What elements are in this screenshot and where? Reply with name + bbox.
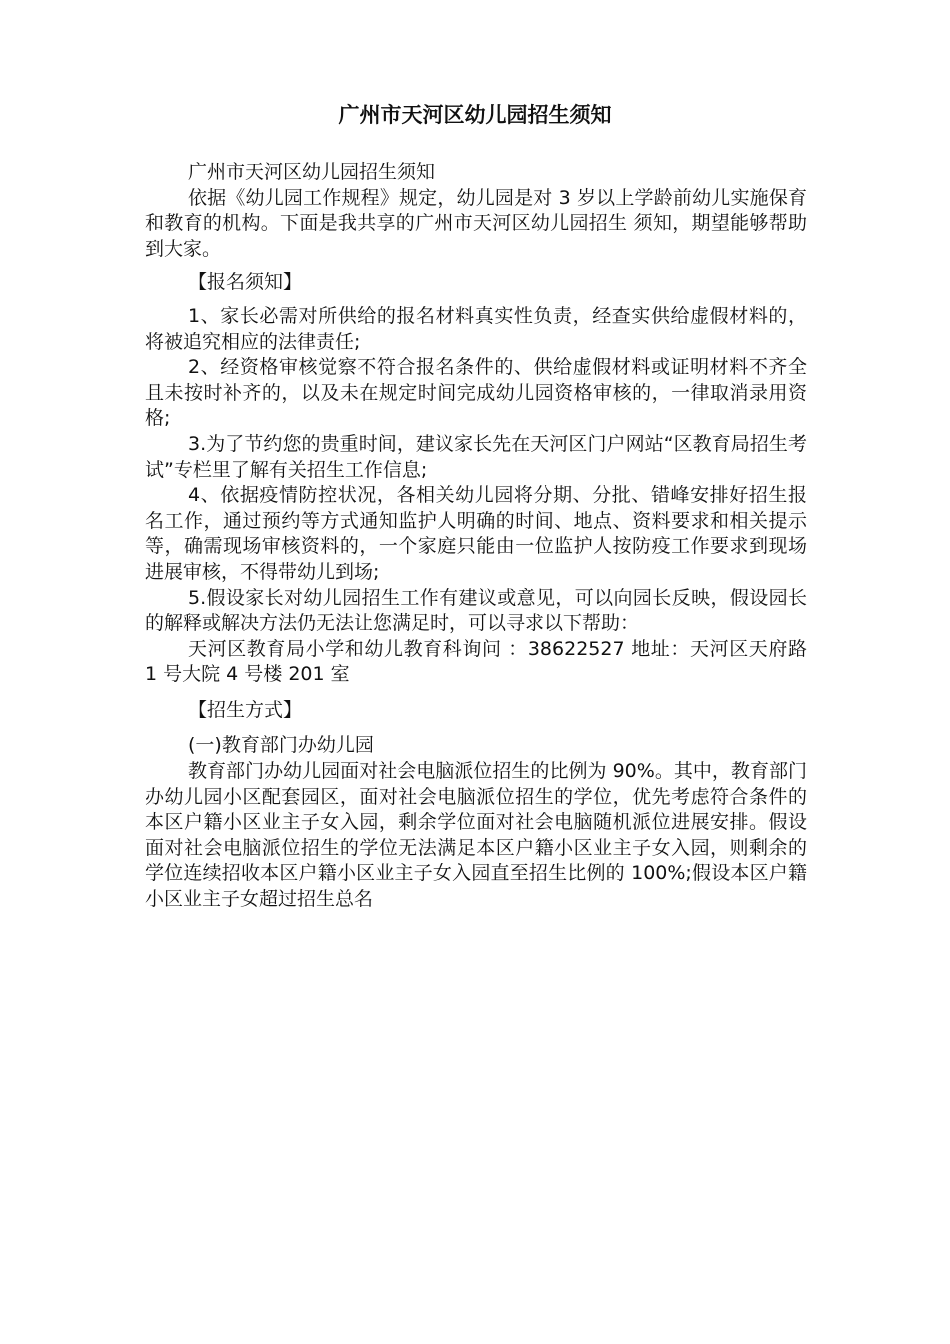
intro-heading: 广州市天河区幼儿园招生须知 — [188, 161, 436, 183]
contact-info: 天河区教育局小学和幼儿教育科询问 ：38622527 地址：天河区天府路 1 号大院 4 号楼 201 室 — [145, 637, 807, 686]
section-heading-enrollment: 【招生方式】 — [188, 698, 303, 721]
registration-item-5: 5.假设家长对幼儿园招生工作有建议或意见，可以向园长反映，假设园长的解释或解决方法仍无法让您满足时，可以寻求以下帮助： — [145, 586, 807, 635]
registration-item-3: 3.为了节约您的贵重时间，建议家长先在天河区门户网站“区教育局招生考试”专栏里了解有关招生工作信息; — [145, 432, 807, 481]
intro-paragraph: 依据《幼儿园工作规程》规定，幼儿园是对 3 岁以上学龄前幼儿实施保育和教育的机构。下面是我共享的广州市天河区幼儿园招生 须知，期望能够帮助到大家。 — [145, 186, 807, 260]
document-page — [145, 100, 807, 913]
registration-item-4: 4、依据疫情防控状况，各相关幼儿园将分期、分批、错峰安排好招生报名工作，通过预约等方式通知监护人明确的时间、地点、资料要求和相关提示等，确需现场审核资料的，一个家庭只能由一位监护人按防疫工作要求到现场进展审核，不得带幼儿到场; — [145, 484, 807, 583]
section-heading-registration: 【报名须知】 — [188, 271, 303, 294]
registration-item-2: 2、经资格审核觉察不符合报名条件的、供给虚假材料或证明材料不齐全且未按时补齐的，以及未在规定时间完成幼儿园资格审核的，一律取消录用资格; — [145, 356, 807, 430]
enrollment-body: 教育部门办幼儿园面对社会电脑派位招生的比例为 90%。其中，教育部门办幼儿园小区配套园区，面对社会电脑派位招生的学位，优先考虑符合条件的本区户籍小区业主子女入园，剩余学位面对社会电脑随机派位进展安排。假设面对社会电脑派位招生的学位无法满足本区户籍小区业主子女入园，则剩余的学位连续招收本区户籍小区业主子女入园直至招生比例的 100%;假设本区户籍小区业主子女超过招生总名 — [145, 760, 807, 911]
document-title: 广州市天河区幼儿园招生须知 — [338, 103, 612, 127]
registration-item-1: 1、家长必需对所供给的报名材料真实性负责，经查实供给虚假材料的，将被追究相应的法律责任; — [145, 304, 807, 353]
enrollment-subheading: (一)教育部门办幼儿园 — [188, 734, 374, 757]
